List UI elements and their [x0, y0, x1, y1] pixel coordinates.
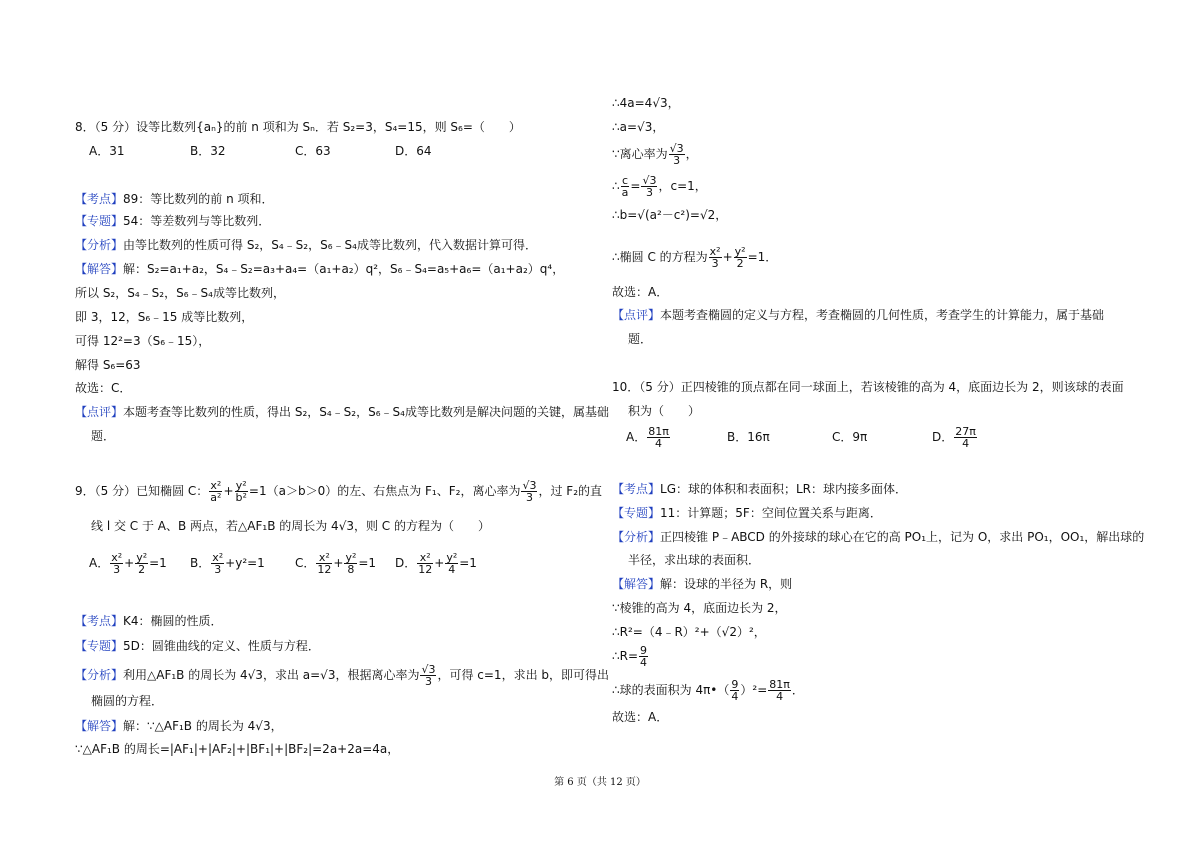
- q10-zhuanti: 【专题】11：计算题；5F：空间位置关系与距离．: [612, 506, 882, 520]
- q8-option-b: B．32: [190, 144, 226, 158]
- q8-option-a: A．31: [89, 144, 125, 158]
- q8-option-d: D．64: [395, 144, 432, 158]
- q9-option-c: C． $\frac{\text{x²}}{12}$ + $\frac{\text{y²}}{8}$ =1: [295, 551, 377, 576]
- q9-jieda: 【解答】解：∵△AF₁B 的周长为 4√3，: [75, 719, 283, 733]
- r-line-7: 故选：A．: [612, 285, 669, 299]
- q10-line-4: ∴球的表面积为 4π•（ $\frac{9}{4}$ ）²= $\frac{81\pi}{4}$ ．: [612, 678, 804, 703]
- r-line-5: ∴b=√(a²－c²)=√2，: [612, 208, 728, 222]
- r-line-4: ∴ $\frac{c}{a}$ = $\frac{√3}{3}$ ，c=1，: [612, 174, 707, 199]
- q8-fenxi: 【分析】由等比数列的性质可得 S₂，S₄﹣S₂，S₆﹣S₄成等比数列，代入数据计算可得．: [75, 238, 537, 252]
- q9-kaodian: 【考点】K4：椭圆的性质．: [75, 614, 223, 628]
- q9-stem: 9．（5 分）已知椭圆 C： $\frac{\text{x²}}{\text{a²}}$ + $\frac{\text{y²}}{\text{b²}}$ =1（a＞b＞0）的左、右焦点为 F₁、F₂，离心率为 $\frac{√3}{3}$ ，过 F₂的直: [75, 479, 603, 504]
- r-line-3: ∵离心率为 $\frac{√3}{3}$ ，: [612, 142, 698, 167]
- q9-line-1: ∵△AF₁B 的周长=|AF₁|+|AF₂|+|BF₁|+|BF₂|=2a+2a=4a，: [75, 742, 400, 756]
- q8-dianping-cont: 题．: [91, 429, 116, 443]
- q10-fenxi: 【分析】正四棱锥 P﹣ABCD 的外接球的球心在它的高 PO₁上，记为 O，求出 PO₁，OO₁，解出球的: [612, 530, 1145, 544]
- q10-line-3: ∴R= $\frac{9}{4}$: [612, 644, 648, 669]
- q9-stem-cont: 线 l 交 C 于 A、B 两点，若△AF₁B 的周长为 4√3，则 C 的方程为（ ）: [91, 519, 490, 533]
- q9-option-d: D． $\frac{\text{x²}}{12}$ + $\frac{\text{y²}}{4}$ =1: [395, 551, 477, 576]
- q8-line-5: 故选：C．: [75, 381, 132, 395]
- q8-line-4: 解得 S₆=63: [75, 358, 141, 372]
- q10-line-2: ∴R²=（4﹣R）²+（√2）²，: [612, 625, 766, 639]
- q8-dianping: 【点评】本题考查等比数列的性质，得出 S₂，S₄﹣S₂，S₆﹣S₄成等比数列是解决问题的关键，属基础: [75, 405, 609, 419]
- q9-zhuanti: 【专题】5D：圆锥曲线的定义、性质与方程．: [75, 639, 320, 653]
- q10-option-c: C．9π: [832, 430, 868, 444]
- q8-line-2: 即 3，12，S₆﹣15 成等比数列，: [75, 310, 254, 324]
- r-dianping: 【点评】本题考查椭圆的定义与方程，考查椭圆的几何性质，考查学生的计算能力，属于基础: [612, 308, 1105, 322]
- q8-jieda: 【解答】解：S₂=a₁+a₂，S₄﹣S₂=a₃+a₄=（a₁+a₂）q²，S₆﹣S₄=a₅+a₆=（a₁+a₂）q⁴，: [75, 262, 565, 276]
- q8-line-1: 所以 S₂，S₄﹣S₂，S₆﹣S₄成等比数列，: [75, 286, 285, 300]
- q10-jieda: 【解答】解：设球的半径为 R，则: [612, 577, 793, 591]
- q10-kaodian: 【考点】LG：球的体积和表面积；LR：球内接多面体．: [612, 482, 908, 496]
- q10-option-d: D． $\frac{27\pi}{4}$: [932, 425, 976, 450]
- q10-fenxi-cont: 半径，求出球的表面积．: [628, 553, 761, 567]
- q8-line-3: 可得 12²=3（S₆﹣15），: [75, 334, 211, 348]
- q9-fenxi-cont: 椭圆的方程．: [91, 694, 164, 708]
- r-line-6: ∴椭圆 C 的方程为 $\frac{\text{x²}}{3}$ + $\frac{\text{y²}}{2}$ =1．: [612, 245, 778, 270]
- q8-option-c: C．63: [295, 144, 331, 158]
- q9-fenxi: 【分析】利用△AF₁B 的周长为 4√3，求出 a=√3，根据离心率为 $\frac{√3}{3}$ ，可得 c=1，求出 b，即可得出: [75, 663, 610, 688]
- q8-kaodian: 【考点】89：等比数列的前 n 项和．: [75, 192, 274, 206]
- page-footer: 第 6 页（共 12 页）: [554, 777, 646, 788]
- r-dianping-cont: 题．: [628, 332, 653, 346]
- q10-option-a: A． $\frac{81\pi}{4}$: [626, 425, 669, 450]
- q8-zhuanti: 【专题】54：等差数列与等比数列．: [75, 214, 271, 228]
- q10-option-b: B．16π: [727, 430, 770, 444]
- q10-stem-cont: 积为（ ）: [628, 404, 701, 418]
- q8-stem: 8．（5 分）设等比数列{aₙ}的前 n 项和为 Sₙ．若 S₂=3，S₄=15，则 S₆=（ ）: [75, 120, 521, 134]
- q10-line-1: ∵棱锥的高为 4，底面边长为 2，: [612, 601, 787, 615]
- q9-option-b: B． $\frac{\text{x²}}{3}$ +y²=1: [190, 551, 265, 576]
- r-line-2: ∴a=√3，: [612, 120, 665, 134]
- q10-stem: 10．（5 分）正四棱锥的顶点都在同一球面上，若该棱锥的高为 4，底面边长为 2，则该球的表面: [612, 380, 1124, 394]
- r-line-1: ∴4a=4√3，: [612, 96, 680, 110]
- q9-option-a: A． $\frac{\text{x²}}{3}$ + $\frac{\text{y²}}{2}$ =1: [89, 551, 167, 576]
- q10-line-5: 故选：A．: [612, 710, 669, 724]
